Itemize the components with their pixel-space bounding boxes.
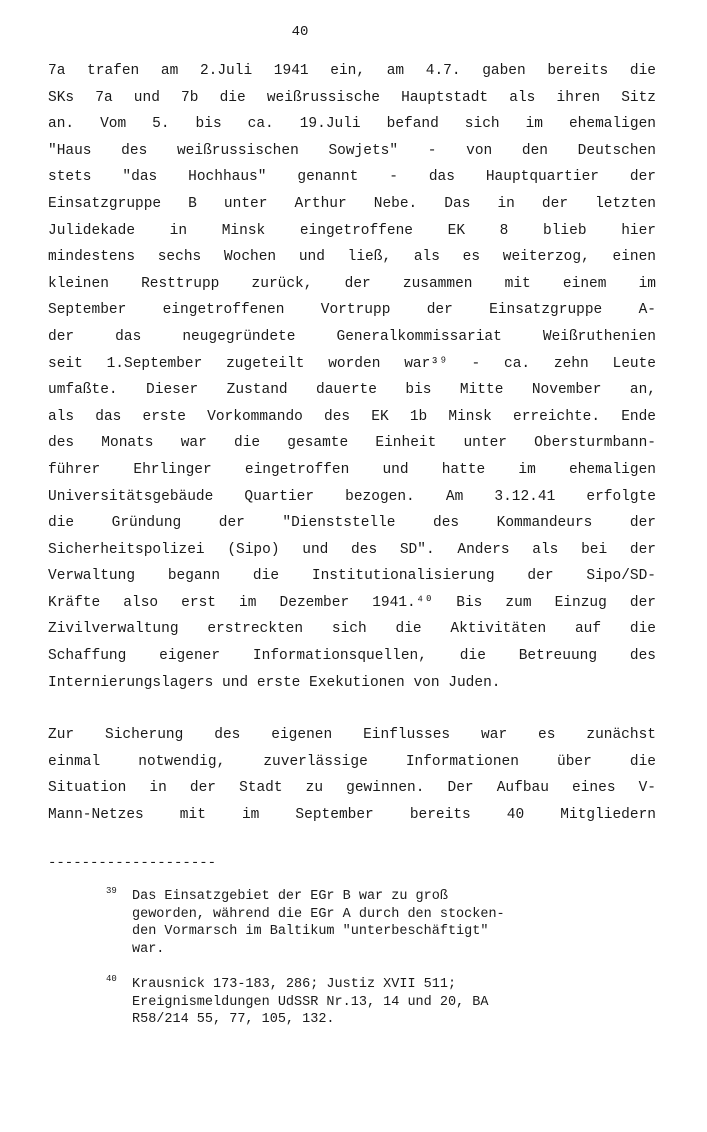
text-line: 7a trafen am 2.Juli 1941 ein, am 4.7. gaben bereits die: [48, 63, 656, 79]
main-text: [48, 58, 656, 829]
text-line: als das erste Vorkommando des EK 1b Minsk erreichte. Ende: [48, 408, 656, 425]
footnote-mark: 40: [106, 974, 117, 984]
footnote-mark: 39: [106, 886, 117, 896]
footnote-line: Krausnick 173-183, 286; Justiz XVII 511;: [132, 977, 457, 992]
text-line: der das neugegründete Generalkommissariat Weißruthenien: [48, 328, 656, 345]
text-line: seit 1.September zugeteilt worden war³⁹ - ca. zehn Leute: [48, 355, 656, 372]
text-line: Julidekade in Minsk eingetroffene EK 8 blieb hier: [48, 222, 656, 239]
paragraph-2: [48, 722, 656, 828]
text-line: einmal notwendig, zuverlässige Informationen über die: [48, 753, 656, 770]
paragraph-gap: [48, 696, 656, 722]
footnotes: [88, 888, 648, 1047]
footnote-39: [88, 888, 648, 958]
footnote-line: Ereignismeldungen UdSSR Nr.13, 14 und 20, BA: [132, 994, 489, 1010]
footnote-line: geworden, während die EGr A durch den stocken-: [132, 906, 505, 922]
text-line: Zur Sicherung des eigenen Einflusses war es zunächst: [48, 727, 656, 744]
text-line: Situation in der Stadt zu gewinnen. Der Aufbau eines V-: [48, 780, 656, 797]
text-line: führer Ehrlinger eingetroffen und hatte im ehemaligen: [48, 461, 656, 478]
text-line: kleinen Resttrupp zurück, der zusammen mit einem im: [48, 275, 656, 292]
text-line: Kräfte also erst im Dezember 1941.⁴⁰ Bis zum Einzug der: [48, 594, 656, 611]
text-line: Internierungslagers und erste Exekutionen von Juden.: [48, 674, 501, 691]
text-line: mindestens sechs Wochen und ließ, als es weiterzog, einen: [48, 249, 656, 266]
footnote-line: Das Einsatzgebiet der EGr B war zu groß: [132, 889, 448, 904]
footnote-line: war.: [132, 941, 165, 957]
text-line: SKs 7a und 7b die weißrussische Hauptstadt als ihren Sitz: [48, 89, 656, 106]
text-line: Schaffung eigener Informationsquellen, die Betreuung des: [48, 648, 656, 665]
text-line: Einsatzgruppe B unter Arthur Nebe. Das in der letzten: [48, 195, 656, 212]
footnote-line: R58/214 55, 77, 105, 132.: [132, 1012, 335, 1027]
text-line: Zivilverwaltung erstreckten sich die Aktivitäten auf die: [48, 621, 656, 638]
text-line: Mann-Netzes mit im September bereits 40 Mitgliedern: [48, 807, 656, 824]
text-line: Sicherheitspolizei (Sipo) und des SD". Anders als bei der: [48, 541, 656, 558]
text-line: des Monats war die gesamte Einheit unter Obersturmbann-: [48, 435, 656, 452]
text-line: stets "das Hochhaus" genannt - das Hauptquartier der: [48, 169, 656, 186]
text-line: an. Vom 5. bis ca. 19.Juli befand sich im ehemaligen: [48, 116, 656, 133]
footnote-40: [88, 976, 648, 1029]
text-line: "Haus des weißrussischen Sowjets" - von den Deutschen: [48, 142, 656, 159]
text-line: September eingetroffenen Vortrupp der Einsatzgruppe A-: [48, 302, 656, 319]
text-line: Verwaltung begann die Institutionalisierung der Sipo/SD-: [48, 568, 656, 585]
text-line: umfaßte. Dieser Zustand dauerte bis Mitte November an,: [48, 382, 656, 399]
paragraph-1: [48, 58, 656, 696]
text-line: Universitätsgebäude Quartier bezogen. Am 3.12.41 erfolgte: [48, 488, 656, 505]
footnote-separator: --------------------: [48, 855, 217, 871]
page-number: 40: [291, 24, 309, 40]
footnote-line: den Vormarsch im Baltikum "unterbeschäftigt": [132, 924, 489, 939]
text-line: die Gründung der "Dienststelle des Kommandeurs der: [48, 515, 656, 532]
